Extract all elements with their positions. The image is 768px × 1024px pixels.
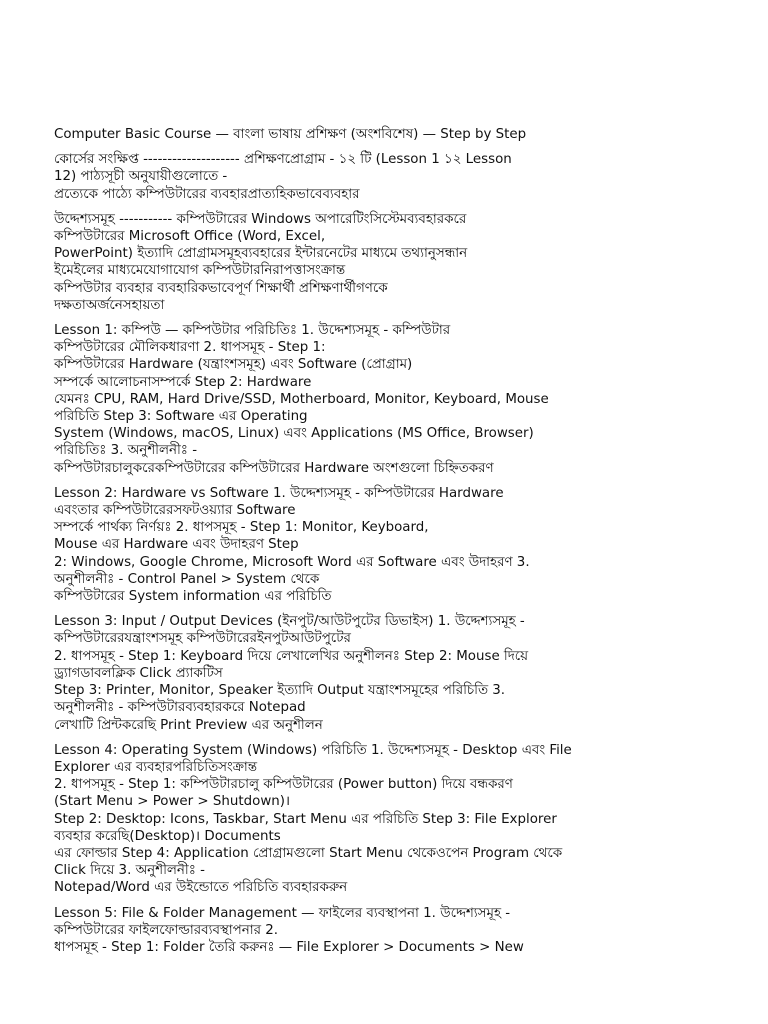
text-line: কোর্সের সংক্ষিপ্ত -------------------- প্রশিক্ষণপ্রোগ্রাম - ১২ টি (Lesson 1 ১২ Lesson <box>54 152 512 168</box>
text-line: কম্পিউটারচালুকরেকম্পিউটারের কম্পিউটারের Hardware অংশগুলো চিহ্নিতকরণ <box>54 460 494 476</box>
text-line: উদ্দেশ্যসমূহ ----------- কম্পিউটারের Windows অপারেটিংসিস্টেমব্যবহারকরে <box>54 211 467 227</box>
text-line: Click দিয়ে 3. অনুশীলনীঃ - <box>54 863 205 879</box>
document-title <box>54 126 716 143</box>
text-line: কম্পিউটারের মৌলিকধারণা 2. ধাপসমূহ - Step 1: <box>54 340 326 356</box>
text-line: ড্র্যাগডাবলক্লিক Click প্র্যাকটিস <box>54 665 223 681</box>
text-line: Explorer এর ব্যবহারপরিচিতিসংক্রান্ত <box>54 759 258 775</box>
text-line: ইমেইলের মাধ্যমেযোগাযোগ কম্পিউটারনিরাপত্তাসংক্রান্ত <box>54 263 346 279</box>
text-line: ব্যবহার করেছি(Desktop)। Documents <box>54 828 281 844</box>
text-line: অনুশীলনীঃ - কম্পিউটারব্যবহারকরে Notepad <box>54 700 306 716</box>
text-line: 2. ধাপসমূহ - Step 1: Keyboard দিয়ে লেখালেখির অনুশীলনঃ Step 2: Mouse দিয়ে <box>54 648 529 664</box>
text-line: সম্পর্কে আলোচনাসম্পর্কে Step 2: Hardware <box>54 374 312 390</box>
paragraph-lesson-3 <box>54 613 716 733</box>
text-line: Mouse এর Hardware এবং উদাহরণ Step <box>54 537 299 553</box>
text-line: PowerPoint) ইত্যাদি প্রোগ্রামসমূহব্যবহারের ইন্টারনেটের মাধ্যমে তথ্যানুসন্ধান <box>54 246 468 262</box>
text-line: (Start Menu > Power > Shutdown)। <box>54 794 291 810</box>
text-line: কম্পিউটার ব্যবহার ব্যবহারিকভাবেপূর্ণ শিক্ষার্থী প্রশিক্ষণার্থীগণকে <box>54 280 388 296</box>
text-line: Lesson 3: Input / Output Devices (ইনপুট/আউটপুটের ডিভাইস) 1. উদ্দেশ্যসমূহ - <box>54 614 525 630</box>
text-line: ধাপসমূহ - Step 1: Folder তৈরি করুনঃ — File Explorer > Documents > New <box>54 939 524 955</box>
text-line: Lesson 2: Hardware vs Software 1. উদ্দেশ্যসমূহ - কম্পিউটারের Hardware <box>54 485 504 501</box>
text-line: লেখাটি প্রিন্টকরেছি Print Preview এর অনুশীলন <box>54 717 323 733</box>
text-line: 2: Windows, Google Chrome, Microsoft Word এর Software এবং উদাহরণ 3. <box>54 554 530 570</box>
text-line: যেমনঃ CPU, RAM, Hard Drive/SSD, Motherboard, Monitor, Keyboard, Mouse <box>54 391 549 407</box>
text-line: Lesson 5: File & Folder Management — ফাইলের ব্যবস্থাপনা 1. উদ্দেশ্যসমূহ - <box>54 905 511 921</box>
paragraph-lesson-1 <box>54 322 716 477</box>
text-line: System (Windows, macOS, Linux) এবং Applications (MS Office, Browser) <box>54 426 534 442</box>
text-line: Step 3: Printer, Monitor, Speaker ইত্যাদি Output যন্ত্রাংশসমূহের পরিচিতি 3. <box>54 683 506 699</box>
text-line: এর ফোল্ডার Step 4: Application প্রোগ্রামগুলো Start Menu থেকেওপেন Program থেকে <box>54 845 563 861</box>
text-line: 12) পাঠ্যসূচী অনুযায়ীগুলোতে - <box>54 169 228 185</box>
text-line: কম্পিউটারের ফাইলফোল্ডারব্যবস্থাপনার 2. <box>54 922 279 938</box>
text-line: সম্পর্কে পার্থক্য নির্ণয়ঃ 2. ধাপসমূহ - Step 1: Monitor, Keyboard, <box>54 520 429 536</box>
text-line: Notepad/Word এর উইন্ডোতে পরিচিতি ব্যবহারকরুন <box>54 880 348 896</box>
paragraph-lesson-4 <box>54 742 716 897</box>
text-line: 2. ধাপসমূহ - Step 1: কম্পিউটারচালু কম্পিউটারের (Power button) দিয়ে বন্ধকরণ <box>54 777 513 793</box>
text-line: পরিচিতি Step 3: Software এর Operating <box>54 409 308 425</box>
paragraph-lesson-5 <box>54 905 716 957</box>
text-line: Step 2: Desktop: Icons, Taskbar, Start Menu এর পরিচিতি Step 3: File Explorer <box>54 811 557 827</box>
text-line: কম্পিউটারের System information এর পরিচিতি <box>54 589 332 605</box>
paragraph-overview <box>54 151 716 203</box>
text-line: কম্পিউটারের Hardware (যন্ত্রাংশসমূহ) এবং Software (প্রোগ্রাম) <box>54 357 413 373</box>
text-line: দক্ষতাঅর্জনেসহায়তা <box>54 297 165 313</box>
paragraph-lesson-2 <box>54 485 716 605</box>
text-line: Lesson 1: কম্পিউ — কম্পিউটার পরিচিতিঃ 1. উদ্দেশ্যসমূহ - কম্পিউটার <box>54 323 451 339</box>
document-page <box>54 126 716 964</box>
text-line: পরিচিতিঃ 3. অনুশীলনীঃ - <box>54 443 198 459</box>
title-line: Computer Basic Course — বাংলা ভাষায় প্রশিক্ষণ (অংশবিশেষ) — Step by Step <box>54 127 527 142</box>
text-line: কম্পিউটারের Microsoft Office (Word, Excel, <box>54 229 326 245</box>
text-line: Lesson 4: Operating System (Windows) পরিচিতি 1. উদ্দেশ্যসমূহ - Desktop এবং File <box>54 742 572 758</box>
text-line: প্রত্যেকে পাঠ্যে কম্পিউটারের ব্যবহারপ্রাত্যহিকভাবেব্যবহার <box>54 186 360 202</box>
text-line: অনুশীলনীঃ - Control Panel > System থেকে <box>54 571 320 587</box>
paragraph-objectives <box>54 211 716 314</box>
text-line: এবংতার কম্পিউটারেরসফটওয়্যার Software <box>54 503 296 519</box>
text-line: কম্পিউটারেরযন্ত্রাংশসমূহ কম্পিউটারেরইনপুটআউটপুটের <box>54 631 351 647</box>
